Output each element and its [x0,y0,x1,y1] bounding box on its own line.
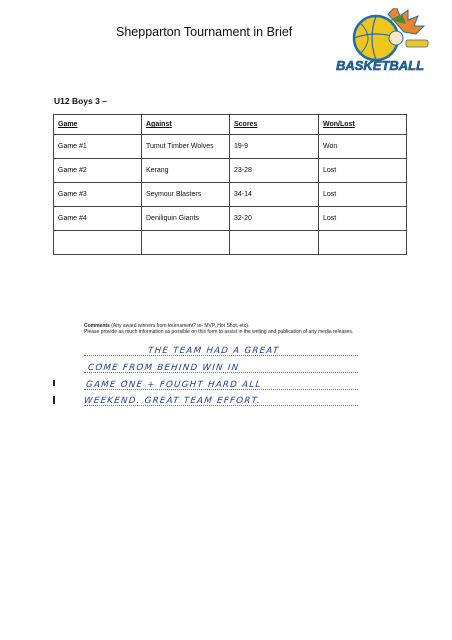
handwritten-comment-line: THE TEAM HAD A GREAT [147,346,280,356]
result-cell: Lost [319,159,407,183]
results-table [53,114,407,255]
game-cell: Game #2 [54,159,142,183]
against-cell: Tumut Timber Wolves [142,135,230,159]
comments-label-bold: Comments [84,323,110,329]
table-row [54,183,407,207]
table-row [54,135,407,159]
result-cell: Lost [319,207,407,231]
table-header-row [54,115,407,135]
score-cell: 32-20 [230,207,319,231]
scan-margin-mark [53,396,55,404]
column-header-against: Against [142,115,230,135]
column-header-game: Game [54,115,142,135]
result-cell: Won [319,135,407,159]
comments-instructions: Please provide as much information as possible on this form to assist in the writing and publication of any media releases. [84,329,354,336]
game-cell: Game #1 [54,135,142,159]
score-cell: 23-28 [230,159,319,183]
page-title: Shepparton Tournament in Brief [116,25,293,39]
table-row [54,207,407,231]
score-cell: 19-9 [230,135,319,159]
against-cell [142,231,230,255]
column-header-won-lost: Won/Lost [319,115,407,135]
comments-label [84,323,360,336]
scan-margin-mark [53,380,55,386]
comments-section [83,323,360,406]
score-cell: 34-14 [230,183,319,207]
game-cell [54,231,142,255]
against-cell: Seymour Blasters [142,183,230,207]
basketball-logo [330,8,434,78]
game-cell: Game #3 [54,183,142,207]
handwritten-comment-line: WEEKEND. GREAT TEAM EFFORT. [83,396,262,406]
game-cell: Game #4 [54,207,142,231]
against-cell: Kerang [142,159,230,183]
logo-text: BASKETBALL [335,58,425,73]
handwritten-comment-line: GAME ONE + FOUGHT HARD ALL [85,380,262,390]
result-cell [319,231,407,255]
column-header-scores: Scores [230,115,319,135]
table-row [54,159,407,183]
table-row-empty [54,231,407,255]
section-heading: U12 Boys 3 – [54,96,107,106]
against-cell: Deniliquin Giants [142,207,230,231]
score-cell [230,231,319,255]
handwritten-comment-line: COME FROM BEHIND WIN IN [87,363,240,373]
comments-label-rest: (Any award winners from tournament? ie- MVP, Hot Shot, etc). [109,323,250,329]
result-cell: Lost [319,183,407,207]
